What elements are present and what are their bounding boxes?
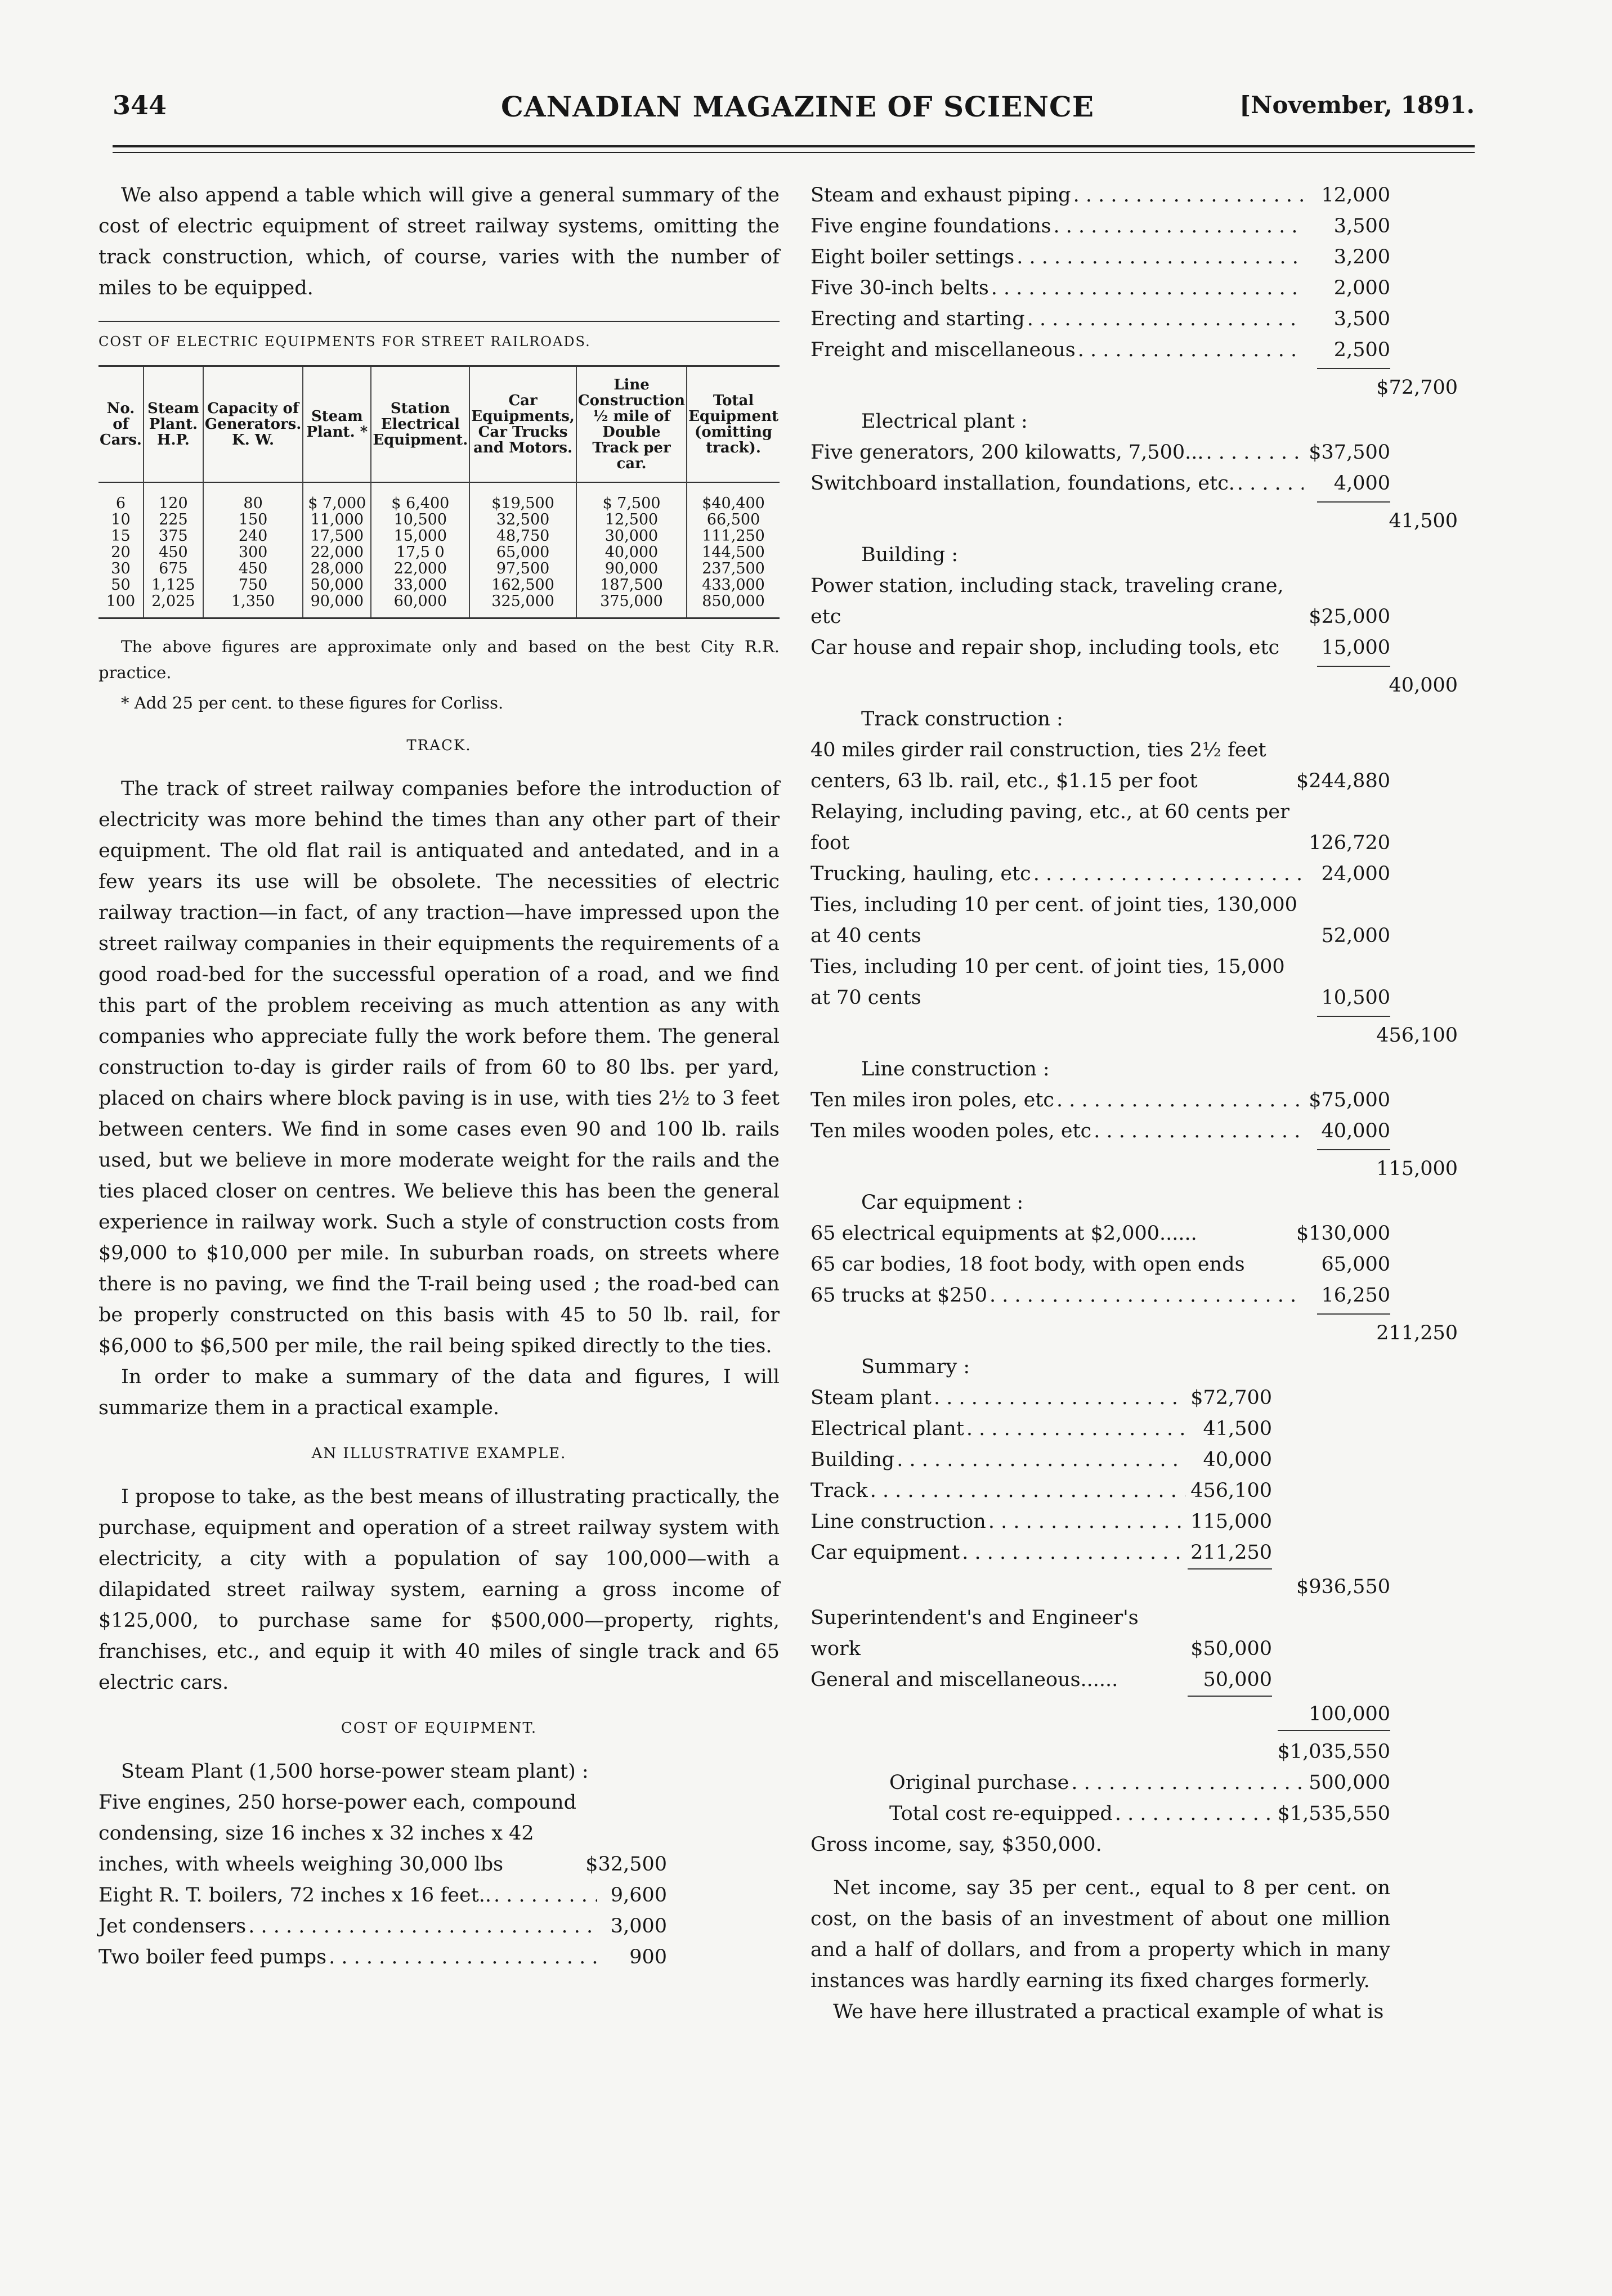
table-cell: 450 [203,560,303,577]
cost-value: 2,500 [1333,339,1390,361]
table-cell: 32,500 [469,512,576,528]
cost-line [811,890,1390,952]
cost-line [98,1942,667,1973]
summary-value: 41,500 [1203,1418,1272,1440]
cost-line [811,571,1390,633]
table-cell: 750 [203,577,303,593]
summary-value: $72,700 [1190,1387,1272,1409]
table-cell: 33,000 [371,577,469,593]
table-cell: 20 [98,544,144,560]
subtotal-line [811,1318,1458,1352]
table-cell: 65,000 [469,544,576,560]
cost-value: 52,000 [1321,925,1390,947]
car-equipment-heading: Car equipment : [861,1191,1024,1214]
cost-value: $37,500 [1309,441,1390,464]
intro-paragraph: We also append a table which will give a general summary of the cost of electric equipment of street railway systems, omitting the track construction, which, of course, varies with the number of miles to be equipped. [98,184,780,299]
table-cell: 90,000 [576,560,687,577]
summary-line [811,1476,1272,1506]
cost-label: Car house and repair shop, including tools, etc [811,636,1280,659]
summary-label: Car equipment [811,1541,960,1564]
cost-label: Steam and exhaust piping [811,184,1071,207]
cost-value: 3,200 [1333,246,1390,268]
table-cell: 850,000 [702,593,765,610]
cost-value: $244,880 [1296,770,1390,792]
cost-line [811,468,1390,499]
cost-label: Five engine foundations [811,215,1051,237]
summary-list [811,1383,1390,1572]
table-cell: 40,000 [576,544,687,560]
table-title: COST OF ELECTRIC EQUIPMENTS FOR STREET RAILROADS. [98,334,591,349]
summary-label: Superintendent's and Engineer's work [811,1607,1139,1660]
net-income-paragraph: Net income, say 35 per cent., equal to 8 per cent. on cost, on the basis of an investment of about one million and a half of dollars, and from a property which in many instances was hardly earning its fixed charges formerly. [811,1877,1390,1992]
table-cell: 144,500 [702,544,765,561]
cost-line [811,1249,1390,1280]
cost-label: Power station, including stack, traveling crane, etc [811,575,1284,628]
table-header-row [98,366,780,483]
cost-value: $32,500 [585,1853,667,1876]
cost-line [811,952,1390,1014]
table-cell: 17,500 [303,528,371,544]
table-cell: 2,025 [144,593,203,618]
cost-value: 3,500 [1333,215,1390,237]
steam-plant-total: $72,700 [1376,376,1458,399]
summary-label: Electrical plant [811,1418,964,1440]
cost-value: 12,000 [1321,184,1390,207]
cost-line [811,304,1390,335]
table-header: Steam Plant. H.P. [144,366,203,483]
cost-value: 4,000 [1333,472,1390,495]
grand-total: $1,035,550 [1277,1741,1390,1763]
cost-value: 3,500 [1333,308,1390,330]
total-cost-line [811,1799,1390,1829]
table-cell: 375,000 [576,593,687,618]
table-cell: 100 [98,593,144,618]
subtotal-rule [1317,501,1390,506]
cost-value: 65,000 [1321,1253,1390,1276]
summary-value: 40,000 [1203,1449,1272,1471]
cost-line [811,180,1390,211]
table-cell: 90,000 [303,593,371,618]
right-column [811,180,1458,2028]
table-row [98,512,780,528]
cost-line [811,211,1390,242]
table-row [98,544,780,560]
summary-line [811,1665,1272,1696]
table-cell: 60,000 [371,593,469,618]
cost-line [811,437,1390,468]
page-number: 344 [113,90,167,120]
table-cell: $19,500 [469,482,576,512]
table-cell: 150 [203,512,303,528]
table-cell: 30 [98,560,144,577]
cost-heading: COST OF EQUIPMENT. [341,1720,538,1737]
summary-line [811,1537,1272,1568]
cost-value: 24,000 [1321,863,1390,885]
table-top-rule [98,321,780,322]
summary-value: 50,000 [1203,1669,1272,1691]
summary-line [811,1414,1272,1445]
table-cell: 11,000 [303,512,371,528]
table-row [98,482,780,512]
header-rule-thin [113,152,1475,153]
subtotal-rule [1317,368,1390,373]
cost-line [811,859,1390,890]
table-cell: 22,000 [303,544,371,560]
summary-label: Steam plant [811,1387,932,1409]
cost-table [98,365,780,619]
line-total: 115,000 [1376,1158,1458,1180]
table-cell: $40,400 [702,495,765,512]
line-construction-heading: Line construction : [861,1058,1050,1080]
subtotal-line [811,670,1458,704]
cost-value: 10,500 [1321,986,1390,1009]
table-cell: 225 [144,512,203,528]
cost-line [811,1085,1390,1116]
building-total: 40,000 [1389,674,1458,697]
cost-line [811,242,1390,273]
example-paragraph: I propose to take, as the best means of illustrating practically, the purchase, equipment and operation of a street railway system with electricity, a city with a population of say 100,000—with a dilapidated street railway system, earning a gross income of $125,000, to purchase same for $500,000—property, rights, franchises, etc., and equip it with 40 miles of single track and 65 electric cars. [98,1486,780,1694]
table-cell: 50 [98,577,144,593]
cost-value: 2,000 [1333,277,1390,299]
cost-line [98,1787,667,1880]
summary-line [811,1383,1272,1414]
subtotal-rule [1317,1149,1390,1154]
table-header: Line Construction ½ mile of Double Track per car. [576,366,687,483]
table-cell: 17,5 0 [371,544,469,560]
car-total: 211,250 [1376,1322,1458,1344]
table-cell: 66,500 [706,511,760,528]
summary-label: Track [811,1479,868,1502]
left-column [98,180,780,1973]
table-cell: 1,350 [203,593,303,618]
issue-date: [November, 1891. [1239,91,1475,119]
cost-label: Freight and miscellaneous [811,339,1076,361]
total-cost-value: $1,535,550 [1277,1802,1390,1825]
electrical-heading: Electrical plant : [861,410,1028,433]
summary-value: 211,250 [1190,1541,1272,1564]
cost-line [811,1116,1390,1147]
table-cell: 6 [98,482,144,512]
cost-label: Jet condensers [98,1915,247,1938]
summary-total: $936,550 [1296,1576,1390,1598]
subtotal-rule [1317,1016,1390,1020]
cost-label: Eight boiler settings [811,246,1015,268]
table-cell: 22,000 [371,560,469,577]
summary-intro-paragraph: In order to make a summary of the data and figures, I will summarize them in a practical example. [98,1366,780,1419]
building-heading: Building : [861,544,959,566]
subtotal-line [811,1154,1458,1187]
summary-label: Line construction [811,1510,986,1533]
table-cell: 12,500 [576,512,687,528]
cost-line [98,1911,667,1942]
cost-label: Trucking, hauling, etc [811,863,1031,885]
table-cell: 48,750 [469,528,576,544]
steam-plant-costs [98,1756,667,1973]
cost-label: Five generators, 200 kilowatts, 7,500... [811,441,1204,464]
table-cell: 80 [203,482,303,512]
cost-label: Eight R. T. boilers, 72 inches x 16 feet.. [98,1884,492,1907]
table-cell: 240 [203,528,303,544]
summary-line [811,1603,1272,1665]
cost-line [811,735,1390,797]
table-cell: 28,000 [303,560,371,577]
table-cell: 237,500 [702,560,765,577]
table-header: Car Equipments, Car Trucks and Motors. [469,366,576,483]
original-purchase-label: Original purchase [889,1772,1069,1794]
table-cell: 10,500 [371,512,469,528]
table-cell: 120 [144,482,203,512]
cost-line [811,273,1390,304]
example-heading: AN ILLUSTRATIVE EXAMPLE. [311,1445,567,1462]
table-cell: 50,000 [303,577,371,593]
cost-value: 900 [629,1946,667,1968]
track-heading: TRACK. [406,737,472,754]
track-construction-heading: Track construction : [861,708,1063,730]
cost-label: 65 trucks at $250 [811,1284,988,1307]
cost-label: Ties, including 10 per cent. of joint ties, 15,000 at 70 cents [811,956,1285,1009]
table-cell: 433,000 [702,576,765,594]
cost-line [811,335,1390,366]
subtotal-line [811,373,1458,406]
cost-value: $75,000 [1309,1089,1390,1111]
table-cell: 162,500 [469,577,576,593]
cost-label: Switchboard installation, foundations, etc. [811,472,1235,495]
cost-value: 40,000 [1321,1120,1390,1142]
summary-value: 115,000 [1190,1510,1272,1533]
table-cell: 375 [144,528,203,544]
table-note: The above figures are approximate only and based on the best City R.R. practice. [98,637,780,682]
table-row [98,593,780,618]
cost-value: $130,000 [1296,1222,1390,1245]
table-header: Station Electrical Equipment. [371,366,469,483]
cost-label: Erecting and starting [811,308,1025,330]
summary-line [811,1506,1272,1537]
summary-label: Building [811,1449,895,1471]
summary-label: General and miscellaneous...... [811,1669,1118,1691]
summary-value: 456,100 [1190,1479,1272,1502]
overhead-total: 100,000 [1309,1703,1390,1725]
cost-value: 3,000 [610,1915,667,1938]
cost-value: 9,600 [610,1884,667,1907]
subtotal-rule [1317,1313,1390,1318]
overhead-list [811,1603,1390,1699]
cost-value: $25,000 [1309,606,1390,628]
table-header: No. of Cars. [98,366,144,483]
cost-label: Ties, including 10 per cent. of joint ties, 130,000 at 40 cents [811,894,1297,947]
corliss-note: * Add 25 per cent. to these figures for Corliss. [121,693,504,712]
table-cell: 15,000 [371,528,469,544]
table-header: Steam Plant. * [303,366,371,483]
table-cell: 325,000 [469,593,576,618]
summary-value: $50,000 [1190,1638,1272,1660]
page-header [113,90,1475,135]
cost-label: Five engines, 250 horse-power each, compound condensing, size 16 inches x 32 inches x 42 inches, with wheels weighing 30,000 lbs [98,1791,576,1876]
table-row [98,560,780,577]
cost-label: Five 30-inch belts [811,277,989,299]
table-cell: 30,000 [576,528,687,544]
grand-rule [1278,1730,1390,1737]
track-paragraph: The track of street railway companies before the introduction of electricity was more behind the times than any other part of their equipment. The old flat rail is antiquated and antedated, and in a few years its use will be obsolete. The necessities of electric railway traction—in fact, of any traction—have impressed upon the street railway companies in their equipments the requirements of a good road-bed for the successful operation of a road, and we find this part of the problem receiving as much attention as any with companies who appreciate fully the work before them. The general construction to-day is girder rails of from 60 to 80 lbs. per yard, placed on chairs where block paving is in use, with ties 2½ to 3 feet between centers. We find in some cases even 90 and 100 lb. rails used, but we believe in more moderate weight for the rails and the ties placed closer on centres. We believe this has been the general experience in railway work. Such a style of construction costs from $9,000 to $10,000 per mile. In suburban roads, on streets where there is no paving, we find the T-rail being used ; the road-bed can be properly constructed on this basis with 45 to 50 lb. rail, for $6,000 to $6,500 per mile, the rail being spiked directly to the ties. [98,778,780,1357]
closing-line: We have here illustrated a practical example of what is [833,2001,1384,2023]
table-header: Total Equipment (omitting track). [688,392,779,456]
table-cell: 300 [203,544,303,560]
original-purchase-value: 500,000 [1309,1772,1390,1794]
magazine-title: CANADIAN MAGAZINE OF SCIENCE [501,90,1094,123]
original-purchase-line [811,1768,1390,1799]
cost-line [811,1280,1390,1311]
table-header: Capacity of Generators. K. W. [203,366,303,483]
gross-income: Gross income, say, $350,000. [811,1833,1102,1856]
cost-line [811,797,1390,859]
cost-value: 16,250 [1321,1284,1390,1307]
cost-label: Ten miles iron poles, etc [811,1089,1055,1111]
table-row [98,528,780,544]
cost-label: 40 miles girder rail construction, ties 2½ feet centers, 63 lb. rail, etc., $1.15 per foot [811,739,1266,792]
steam-plant-heading: Steam Plant (1,500 horse-power steam plant) : [121,1760,589,1783]
cost-value: 15,000 [1321,636,1390,659]
cost-label: Relaying, including paving, etc., at 60 cents per foot [811,801,1289,854]
table-cell: 450 [144,544,203,560]
cost-label: 65 car bodies, 18 foot body, with open ends [811,1253,1245,1276]
electrical-total: 41,500 [1389,510,1458,532]
table-cell: 675 [144,560,203,577]
table-cell: 111,250 [702,527,765,545]
subtotal-line [811,506,1458,540]
table-row [98,577,780,593]
cost-label: Two boiler feed pumps [98,1946,327,1968]
table-cell: $ 7,500 [576,482,687,512]
table-cell: 97,500 [469,560,576,577]
cost-line [811,1218,1390,1249]
table-cell: 187,500 [576,577,687,593]
table-cell: 1,125 [144,577,203,593]
total-cost-label: Total cost re-equipped [889,1802,1113,1825]
table-cell: 15 [98,528,144,544]
cost-label: 65 electrical equipments at $2,000...... [811,1222,1197,1245]
subtotal-line [811,1020,1458,1054]
cost-value: 126,720 [1309,832,1390,854]
track-total: 456,100 [1376,1024,1458,1047]
cost-line [98,1880,667,1911]
subtotal-rule [1317,666,1390,670]
table-cell: 10 [98,512,144,528]
summary-heading: Summary : [861,1356,970,1378]
cost-label: Ten miles wooden poles, etc [811,1120,1092,1142]
header-rule [113,145,1475,147]
cost-line [811,633,1390,663]
summary-line [811,1445,1272,1476]
table-cell: $ 6,400 [371,482,469,512]
table-cell: $ 7,000 [303,482,371,512]
